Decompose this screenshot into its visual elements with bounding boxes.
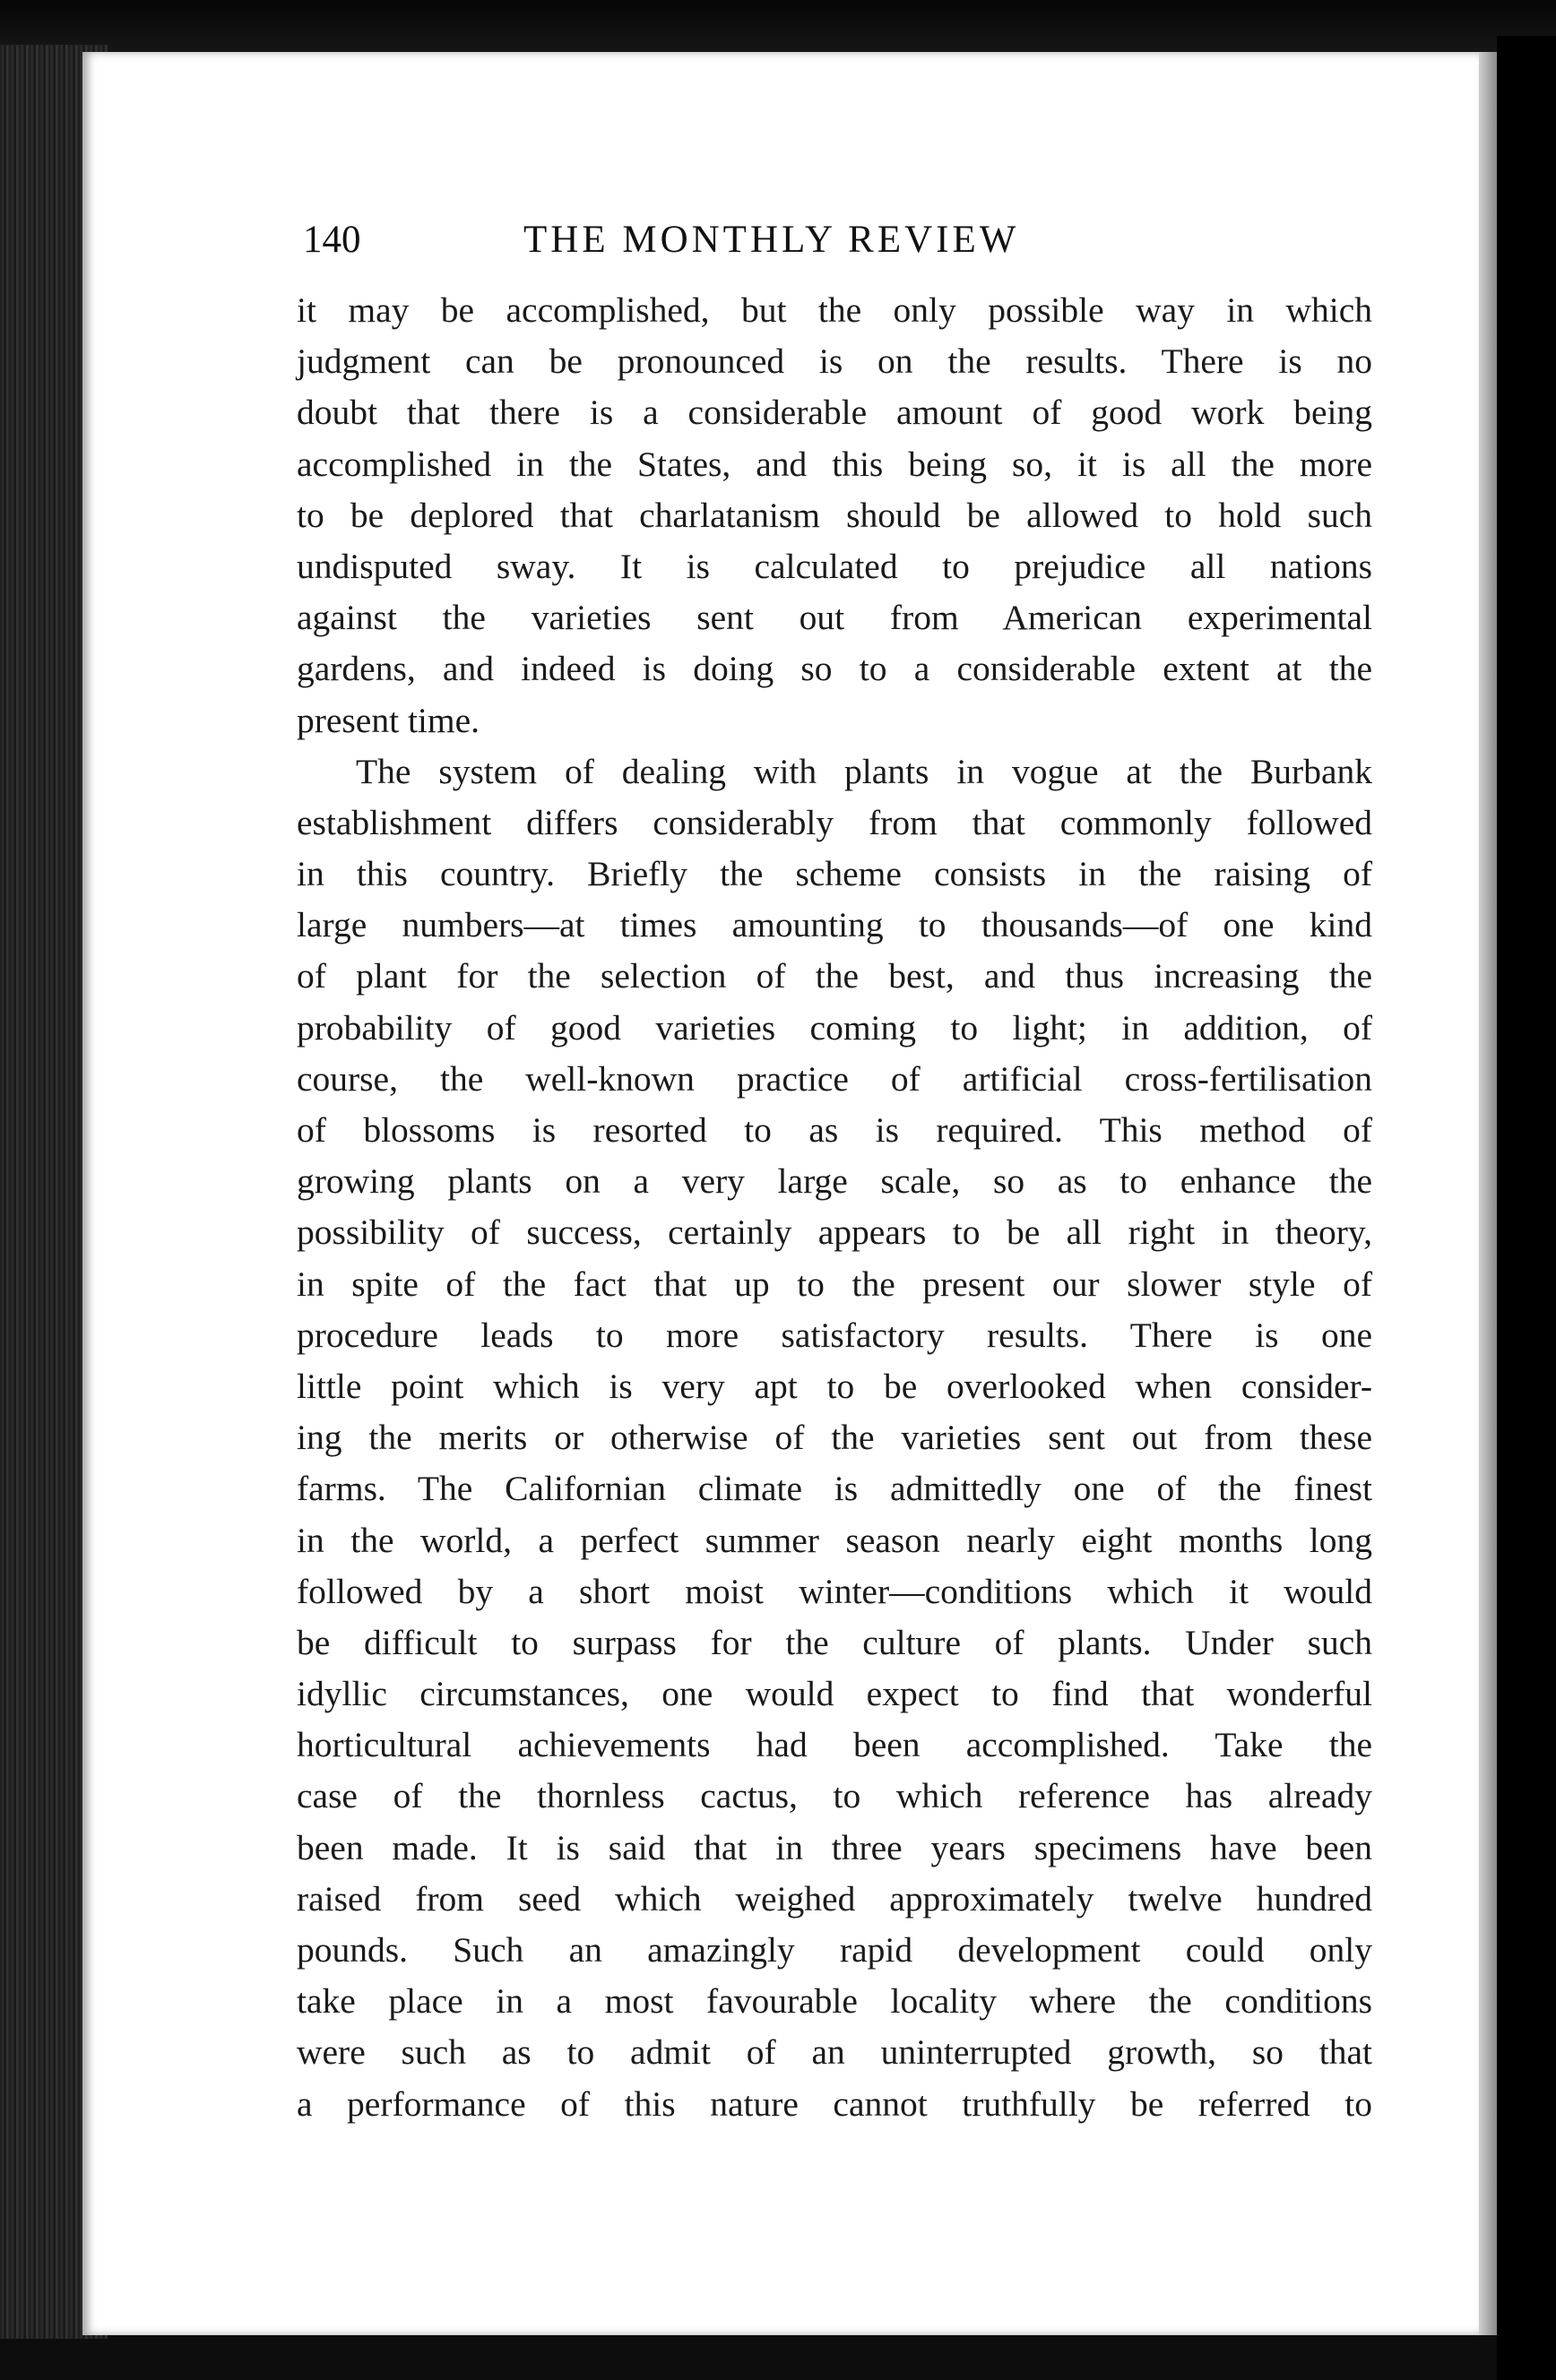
text-line: horticultural achievements had been accomplished. Take the: [297, 1725, 1372, 1765]
text-line: been made. It is said that in three years specimens have been: [297, 1827, 1372, 1867]
text-line: large numbers—at times amounting to thousands—of one kind: [297, 905, 1372, 945]
text-line: idyllic circumstances, one would expect to find that wonderful: [297, 1674, 1372, 1714]
text-line: to be deplored that charlatanism should be allowed to hold such: [297, 495, 1372, 535]
text-line: accomplished in the States, and this being so, it is all the more: [297, 444, 1372, 484]
text-line: raised from seed which weighed approximately twelve hundred: [297, 1878, 1372, 1919]
text-line: take place in a most favourable locality where the conditions: [297, 1981, 1372, 2022]
text-line: case of the thornless cactus, to which reference has already: [297, 1776, 1372, 1816]
text-line: possibility of success, certainly appears to be all right in theory,: [297, 1212, 1372, 1253]
text-line: a performance of this nature cannot truthfully be referred to: [297, 2083, 1372, 2124]
page-header: [303, 218, 1379, 272]
scan-background-right: [1497, 36, 1556, 2380]
paragraph: [297, 746, 1372, 2130]
text-line: in the world, a perfect summer season nearly eight months long: [297, 1520, 1372, 1560]
text-line: against the varieties sent out from American experimental: [297, 598, 1372, 638]
text-line: of blossoms is resorted to as is required. This method of: [297, 1110, 1372, 1150]
text-line: were such as to admit of an uninterrupted growth, so that: [297, 2032, 1372, 2073]
text-line: followed by a short moist winter—conditions which it would: [297, 1571, 1372, 1611]
text-line: course, the well-known practice of artificial cross-fertilisation: [297, 1058, 1372, 1099]
running-title: THE MONTHLY REVIEW: [523, 219, 1020, 261]
body-text: [297, 285, 1372, 2130]
text-line: be difficult to surpass for the culture of plants. Under such: [297, 1622, 1372, 1662]
text-line: of plant for the selection of the best, and thus increasing the: [297, 956, 1372, 996]
text-line: The system of dealing with plants in vogue at the Burbank: [356, 751, 1372, 791]
page-number: 140: [303, 219, 361, 261]
text-line: judgment can be pronounced is on the results. There is no: [297, 341, 1372, 382]
text-line: pounds. Such an amazingly rapid development could only: [297, 1930, 1372, 1970]
text-line: probability of good varieties coming to light; in addition, of: [297, 1007, 1372, 1048]
text-line: farms. The Californian climate is admittedly one of the finest: [297, 1469, 1372, 1509]
text-line: little point which is very apt to be overlooked when consider-: [297, 1366, 1372, 1406]
paragraph: [297, 285, 1372, 746]
text-line: growing plants on a very large scale, so as to enhance the: [297, 1161, 1372, 1202]
text-line: in this country. Briefly the scheme consists in the raising of: [297, 854, 1372, 894]
text-line: undisputed sway. It is calculated to prejudice all nations: [297, 546, 1372, 586]
text-line: ing the merits or otherwise of the varieties sent out from these: [297, 1418, 1372, 1458]
text-line: doubt that there is a considerable amount of good work being: [297, 392, 1372, 433]
text-line: procedure leads to more satisfactory results. There is one: [297, 1315, 1372, 1355]
text-line: in spite of the fact that up to the present our slower style of: [297, 1263, 1372, 1304]
text-line: it may be accomplished, but the only possible way in which: [297, 290, 1372, 330]
text-line: establishment differs considerably from that commonly followed: [297, 802, 1372, 842]
text-line: present time.: [297, 700, 480, 740]
text-line: gardens, and indeed is doing so to a considerable extent at the: [297, 649, 1372, 689]
page-gutter-shadow: [1479, 52, 1497, 2335]
